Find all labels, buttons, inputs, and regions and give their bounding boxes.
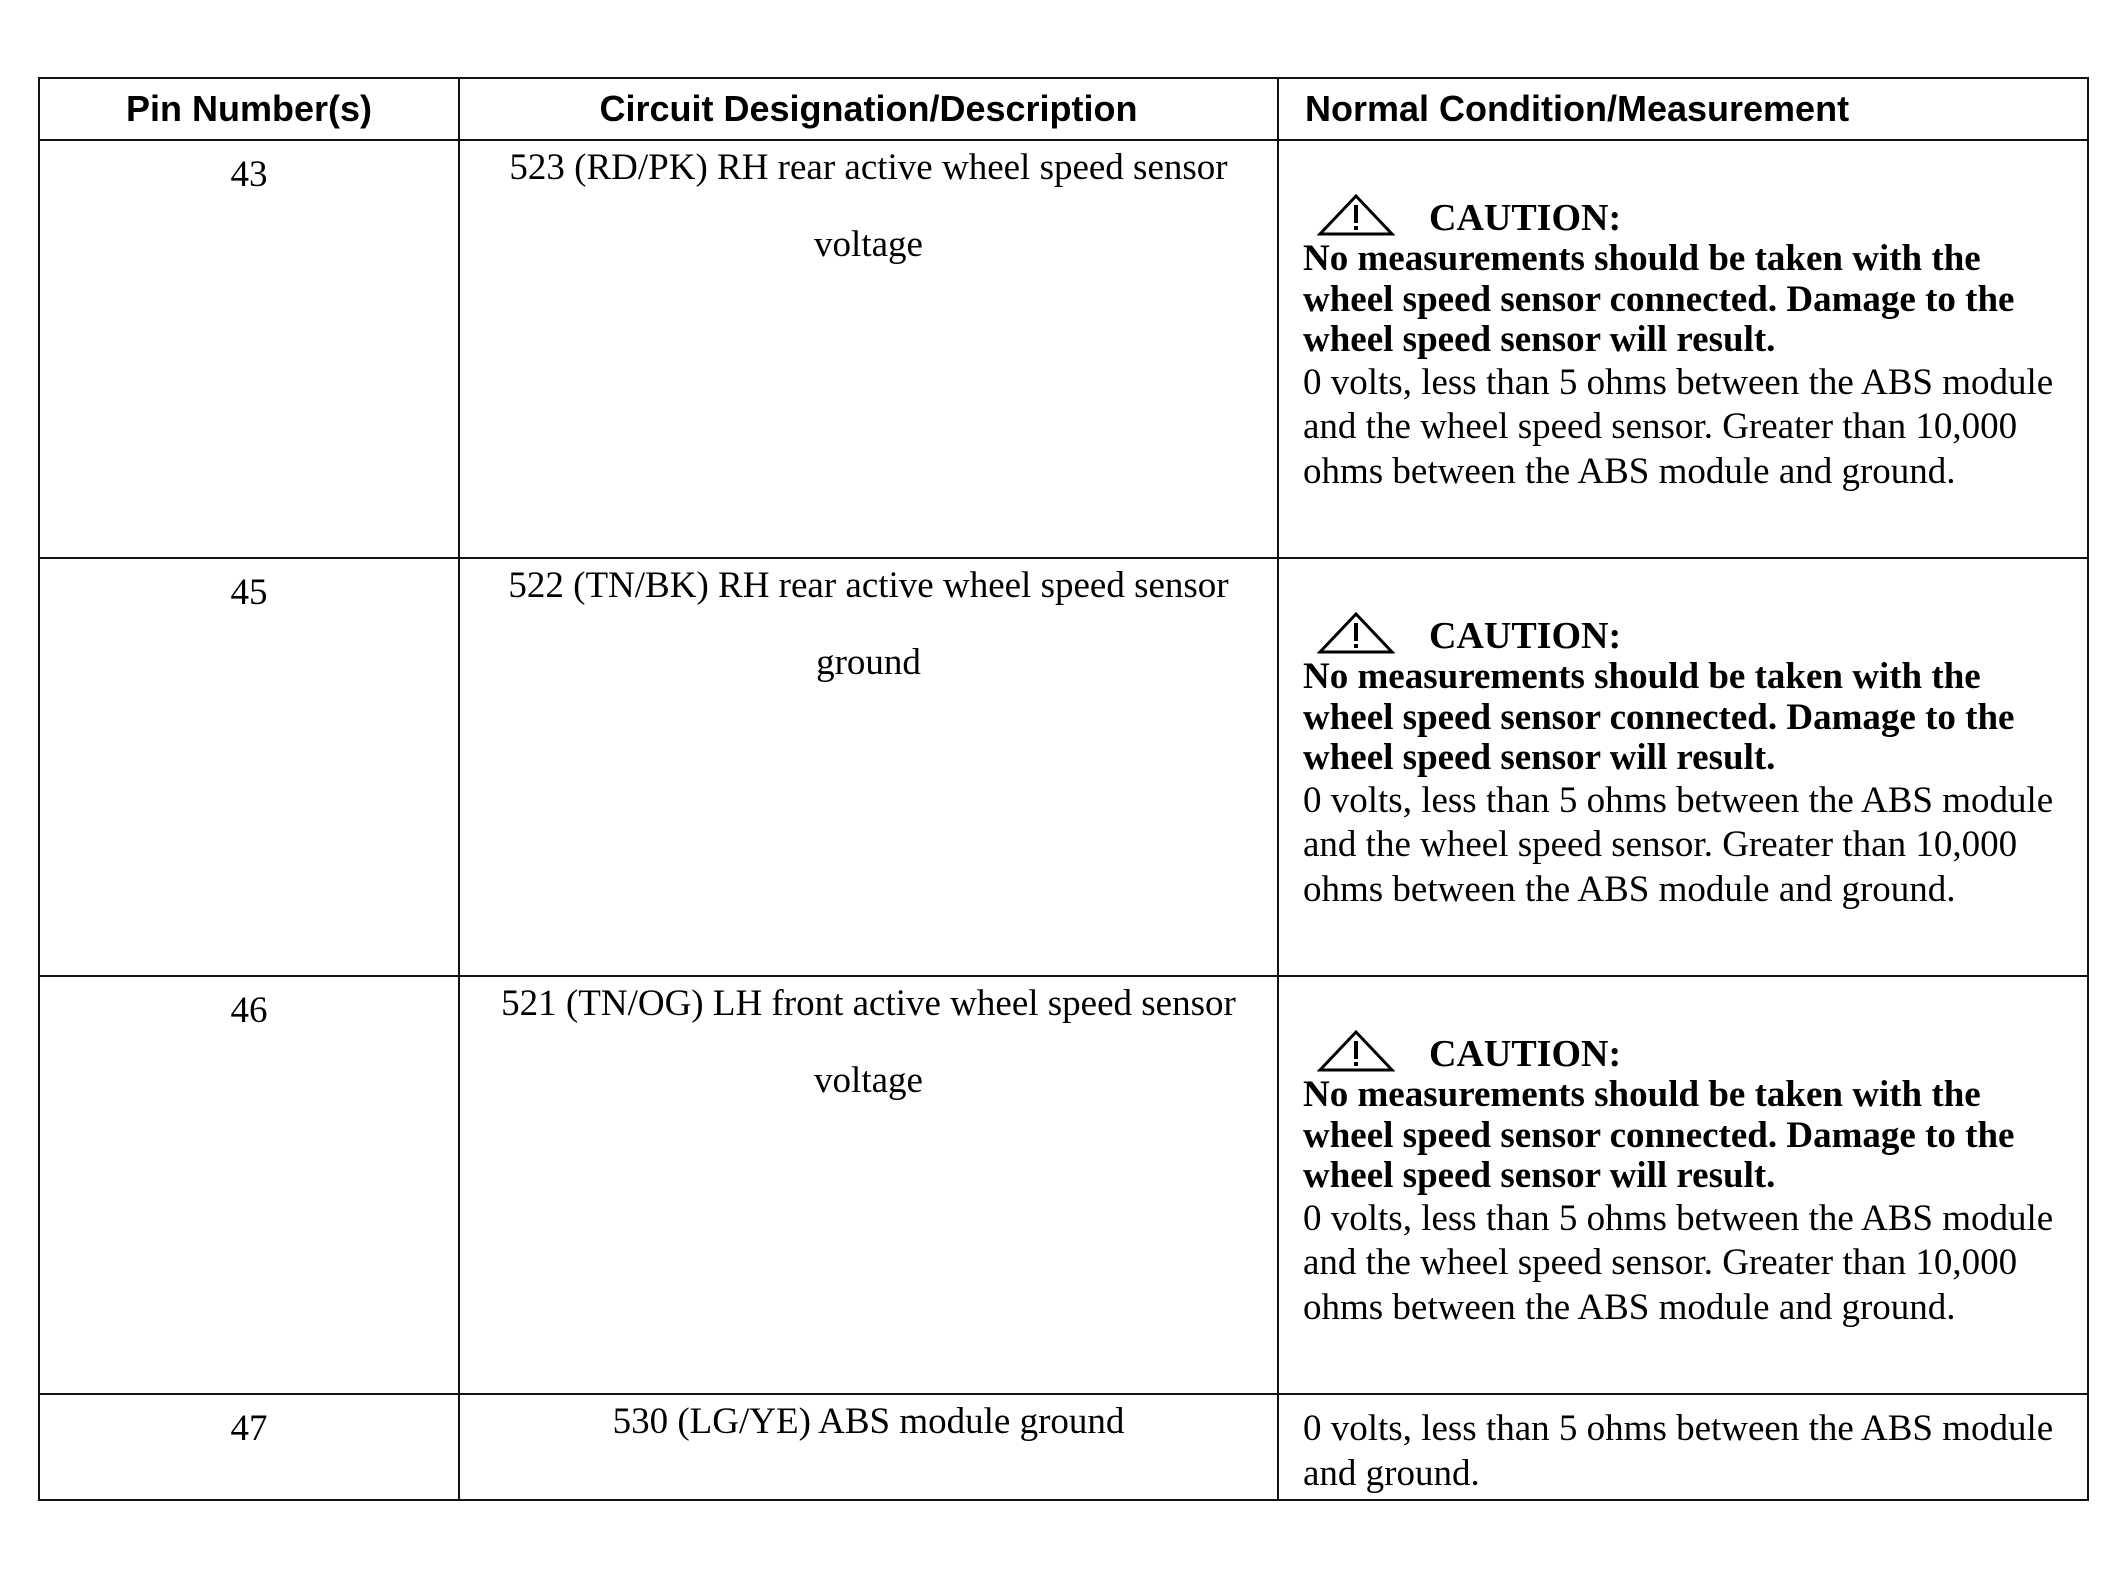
circuit-description-cell [459,140,1278,558]
caution-title: CAUTION: [1429,615,1622,657]
header-normal-condition: Normal Condition/Measurement [1278,78,2088,140]
pin-number-cell: 47 [39,1394,459,1500]
measurement-cell [1278,976,2088,1394]
caution-text: No measurements should be taken with the wheel speed sensor connected. Damage to the wheel speed sensor will result. [1303,238,2015,360]
measurement-text: 0 volts, less than 5 ohms between the ABS module and the wheel speed sensor. Greater than 10,000 ohms between the ABS module and ground. [1303,361,2054,492]
pin-table [38,77,2089,1501]
table-row [39,1394,2088,1500]
caution-title: CAUTION: [1429,1033,1622,1075]
caution-text: No measurements should be taken with the wheel speed sensor connected. Damage to the wheel speed sensor will result. [1303,656,2015,778]
circuit-description-text: 530 (LG/YE) ABS module ground [612,1401,1125,1442]
pin-number-cell: 43 [39,140,459,558]
circuit-description-text: 521 (TN/OG) LH front active wheel speed sensor voltage [501,983,1236,1101]
caution-heading [1317,1029,2079,1073]
caution-text: No measurements should be taken with the wheel speed sensor connected. Damage to the wheel speed sensor will result. [1303,1074,2015,1196]
table-row [39,558,2088,976]
pin-number-cell: 46 [39,976,459,1394]
measurement-cell [1278,558,2088,976]
warning-triangle-icon [1317,611,1395,655]
header-circuit-description: Circuit Designation/Description [459,78,1278,140]
table-row [39,140,2088,558]
warning-triangle-icon [1317,193,1395,237]
warning-triangle-icon [1317,1029,1395,1073]
circuit-description-cell [459,976,1278,1394]
table-row [39,976,2088,1394]
circuit-description-text: 523 (RD/PK) RH rear active wheel speed sensor voltage [509,147,1228,265]
circuit-description-cell [459,1394,1278,1500]
caution-heading [1317,193,2079,237]
measurement-cell [1278,1394,2088,1500]
pin-number-cell: 45 [39,558,459,976]
circuit-description-text: 522 (TN/BK) RH rear active wheel speed sensor ground [508,565,1229,683]
circuit-description-cell [459,558,1278,976]
measurement-text: 0 volts, less than 5 ohms between the ABS module and ground. [1303,1408,2054,1494]
measurement-text: 0 volts, less than 5 ohms between the ABS module and the wheel speed sensor. Greater than 10,000 ohms between the ABS module and ground. [1303,779,2054,910]
measurement-text: 0 volts, less than 5 ohms between the ABS module and the wheel speed sensor. Greater than 10,000 ohms between the ABS module and ground. [1303,1197,2054,1328]
header-pin-numbers: Pin Number(s) [39,78,459,140]
measurement-cell [1278,140,2088,558]
caution-heading [1317,611,2079,655]
caution-title: CAUTION: [1429,197,1622,239]
